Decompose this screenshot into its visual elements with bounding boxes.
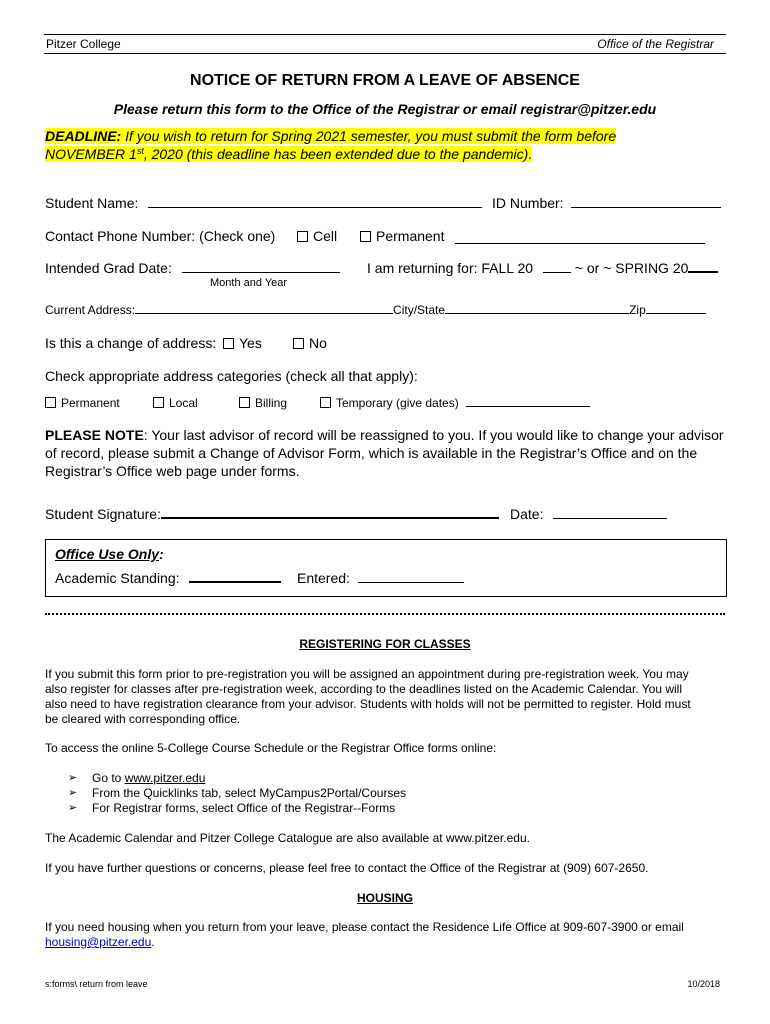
registering-heading: REGISTERING FOR CLASSES (299, 637, 471, 651)
contact-phone-field[interactable] (455, 229, 705, 244)
date-row (510, 506, 667, 522)
deadline-line2b: , 2020 (this deadline has been extended due to the pandemic). (143, 146, 533, 162)
no-option[interactable] (293, 335, 327, 351)
change-address-label: Is this a change of address: (45, 335, 217, 351)
current-address-label: Current Address: (45, 303, 136, 317)
cell-option[interactable] (297, 228, 337, 244)
no-label: No (309, 335, 327, 351)
no-checkbox[interactable] (293, 338, 304, 349)
footer-date: 10/2018 (687, 979, 720, 989)
student-name-label: Student Name: (45, 195, 139, 211)
student-name-row (45, 195, 482, 211)
page-subtitle: Please return this form to the Office of the Registrar or email registrar@pitzer.edu (113, 101, 657, 117)
category-local-checkbox[interactable] (153, 397, 164, 408)
please-note-label: PLEASE NOTE (45, 427, 144, 443)
page-header (44, 34, 726, 54)
deadline-line2a: NOVEMBER 1 (45, 146, 137, 162)
academic-standing-row (55, 570, 281, 586)
academic-standing-field[interactable] (189, 581, 281, 583)
id-number-field[interactable] (571, 207, 721, 208)
housing-heading: HOUSING (356, 891, 413, 905)
returning-row (367, 260, 718, 276)
student-name-field[interactable] (148, 207, 482, 208)
category-temporary[interactable] (320, 396, 590, 410)
category-billing[interactable] (239, 396, 287, 410)
zip-label: Zip (629, 303, 646, 317)
academic-standing-label: Academic Standing: (55, 570, 180, 586)
registering-p1-line3: also need to have registration clearance from your advisor. Students with holds will not be permitted to register. Hold must (45, 697, 691, 711)
deadline-sup: st (136, 146, 144, 156)
returning-label: I am returning for: FALL 20 (367, 260, 534, 276)
category-temporary-checkbox[interactable] (320, 397, 331, 408)
housing-paragraph (45, 920, 727, 950)
dotted-divider (45, 613, 725, 615)
entered-field[interactable] (358, 582, 464, 583)
entered-label: Entered: (297, 570, 350, 586)
header-office: Office of the Registrar (597, 37, 714, 51)
header-college: Pitzer College (46, 37, 121, 51)
month-year-hint: Month and Year (210, 277, 288, 289)
deadline-line1: If you wish to return for Spring 2021 semester, you must submit the form before (121, 128, 617, 144)
signature-field[interactable] (161, 517, 499, 519)
yes-option[interactable] (223, 335, 262, 351)
spring-year-field[interactable] (688, 271, 718, 273)
id-number-row (492, 195, 721, 211)
fall-year-field[interactable] (543, 272, 571, 273)
check-categories-label: Check appropriate address categories (check all that apply): (45, 368, 418, 384)
city-state-field[interactable] (445, 313, 629, 314)
category-permanent-label: Permanent (61, 396, 120, 410)
bullet-quicklinks: ➢ From the Quicklinks tab, select MyCampus2Portal/Courses (68, 786, 668, 801)
city-state-label: City/State (393, 303, 446, 317)
bullet-go-to-prefix: Go to (92, 771, 125, 785)
yes-checkbox[interactable] (223, 338, 234, 349)
cell-checkbox[interactable] (297, 231, 308, 242)
housing-email-link[interactable]: housing@pitzer.edu (45, 935, 152, 949)
bullet-registrar-forms: ➢ For Registrar forms, select Office of the Registrar--Forms (68, 801, 668, 816)
please-note-line1: : Your last advisor of record will be reassigned to you. If you would like to change your advisor (143, 427, 724, 443)
category-local-label: Local (169, 396, 198, 410)
registering-paragraph-4: If you have further questions or concerns, please feel free to contact the Office of the Registrar at (909) 607-2650. (45, 861, 649, 875)
entered-row (297, 570, 464, 586)
page-title: NOTICE OF RETURN FROM A LEAVE OF ABSENCE (190, 72, 580, 89)
registering-paragraph-2: To access the online 5-College Course Schedule or the Registrar Office forms online: (45, 741, 497, 755)
permanent-phone-label: Permanent (376, 228, 445, 244)
office-use-title (55, 546, 164, 562)
category-billing-checkbox[interactable] (239, 397, 250, 408)
category-billing-label: Billing (255, 396, 288, 410)
address-row (45, 303, 706, 317)
office-use-box (45, 539, 727, 597)
deadline-label: DEADLINE: (45, 128, 122, 144)
please-note-line2: of record, please submit a Change of Advisor Form, which is available in the Registrar’s Office and on the (45, 445, 698, 461)
registering-paragraph-1 (45, 667, 727, 727)
signature-label: Student Signature: (45, 506, 161, 522)
deadline-notice (45, 127, 616, 163)
id-number-label: ID Number: (492, 195, 564, 211)
date-field[interactable] (553, 518, 667, 519)
please-note (45, 426, 724, 480)
housing-period: . (151, 935, 155, 949)
housing-line1: If you need housing when you return from your leave, please contact the Residence Life Office at 909-607-3900 or email (45, 920, 684, 934)
registering-p1-line4: be cleared with corresponding office. (45, 712, 241, 726)
registering-paragraph-3: The Academic Calendar and Pitzer College Catalogue are also available at www.pitzer.edu. (45, 831, 530, 845)
bullet-go-to (68, 771, 668, 786)
pitzer-website-link[interactable]: www.pitzer.edu (124, 771, 206, 785)
current-address-field[interactable] (135, 313, 393, 314)
temporary-dates-field[interactable] (466, 406, 590, 407)
permanent-phone-checkbox[interactable] (360, 231, 371, 242)
grad-date-label: Intended Grad Date: (45, 260, 172, 276)
contact-phone-label: Contact Phone Number: (Check one) (45, 228, 276, 244)
registering-p1-line1: If you submit this form prior to pre-registration you will be assigned an appointment during pre-registration week. You may (45, 667, 689, 681)
registering-p1-line2: also register for classes after pre-registration week, according to the deadlines listed on the Academic Calendar. You will (45, 682, 683, 696)
or-spring-label: ~ or ~ SPRING 20 (574, 260, 689, 276)
office-use-colon: : (159, 546, 164, 562)
yes-label: Yes (239, 335, 262, 351)
registering-bullets (68, 771, 668, 816)
category-permanent-checkbox[interactable] (45, 397, 56, 408)
category-local[interactable] (153, 396, 198, 410)
category-temporary-label: Temporary (give dates) (336, 396, 459, 410)
date-label: Date: (510, 506, 544, 522)
grad-date-field[interactable] (182, 272, 340, 273)
signature-row (45, 506, 499, 522)
zip-field[interactable] (646, 313, 706, 314)
grad-date-row (45, 260, 340, 276)
permanent-phone-option[interactable] (360, 228, 444, 244)
footer-path: s:forms\ return from leave (45, 979, 148, 989)
please-note-line3: Registrar’s Office web page under forms. (45, 463, 300, 479)
office-use-title-text: Office Use Only (55, 546, 160, 562)
category-permanent[interactable] (45, 396, 120, 410)
cell-label: Cell (313, 228, 338, 244)
